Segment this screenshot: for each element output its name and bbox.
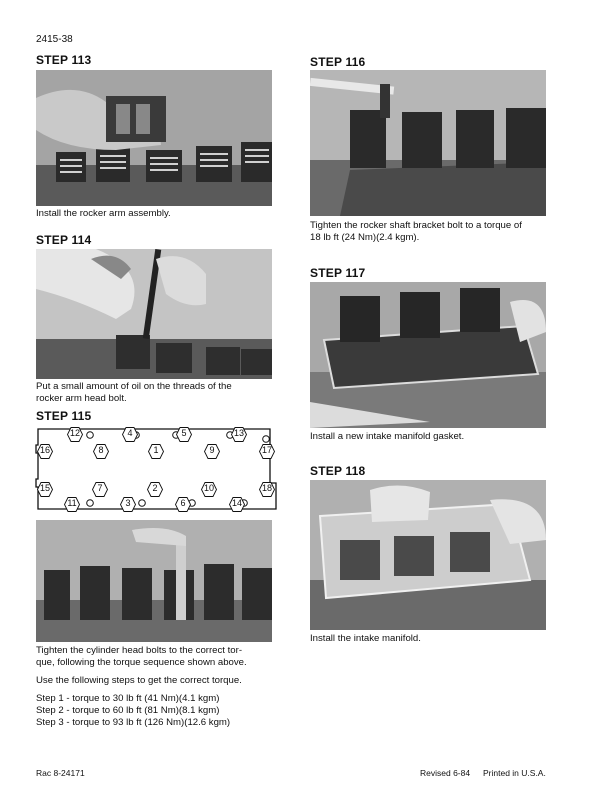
step-117-heading: STEP 117 — [310, 266, 366, 280]
bolt-2: 2 — [147, 482, 163, 497]
step-115-caption-line1: Tighten the cylinder head bolts to the correct tor- — [36, 645, 243, 656]
torque-step-2: Step 2 - torque to 60 lb ft (81 Nm)(8.1 kgm) — [36, 705, 220, 716]
bolt-11: 11 — [64, 497, 80, 512]
step-116-heading: STEP 116 — [310, 55, 366, 69]
step-116-caption-line2: 18 lb ft (24 Nm)(2.4 kgm). — [310, 232, 420, 243]
bolt-6: 6 — [175, 497, 191, 512]
step-113-heading: STEP 113 — [36, 53, 92, 67]
torque-step-1: Step 1 - torque to 30 lb ft (41 Nm)(4.1 kgm) — [36, 693, 220, 704]
step-113-photo — [36, 70, 272, 206]
bolt-4: 4 — [122, 427, 138, 442]
step-114-photo — [36, 249, 272, 379]
bolt-13: 13 — [231, 427, 247, 442]
step-117-caption: Install a new intake manifold gasket. — [310, 431, 465, 442]
bolt-16: 16 — [37, 444, 53, 459]
bolt-8: 8 — [93, 444, 109, 459]
bolt-7: 7 — [92, 482, 108, 497]
bolt-15: 15 — [37, 482, 53, 497]
bolt-1: 1 — [148, 444, 164, 459]
torque-step-3: Step 3 - torque to 93 lb ft (126 Nm)(12.6 kgm) — [36, 717, 231, 728]
bolt-9: 9 — [204, 444, 220, 459]
step-115-heading: STEP 115 — [36, 409, 92, 423]
bolt-3: 3 — [120, 497, 136, 512]
bolt-17: 17 — [259, 444, 275, 459]
step-118-photo — [310, 480, 546, 630]
step-116-caption-line1: Tighten the rocker shaft bracket bolt to a torque of — [310, 220, 522, 231]
step-118-caption: Install the intake manifold. — [310, 633, 421, 644]
step-114-caption-line1: Put a small amount of oil on the threads of the — [36, 381, 232, 392]
step-115-caption-line2: que, following the torque sequence shown above. — [36, 657, 247, 668]
step-114-heading: STEP 114 — [36, 233, 92, 247]
torque-steps-intro: Use the following steps to get the correct torque. — [36, 675, 242, 686]
bolt-18: 18 — [259, 482, 275, 497]
step-116-photo — [310, 70, 546, 216]
step-113-caption: Install the rocker arm assembly. — [36, 208, 171, 219]
footer-revised: Revised 6-84 — [420, 768, 471, 778]
bolt-14: 14 — [229, 497, 245, 512]
footer-reference: Rac 8-24171 — [36, 768, 85, 778]
footer-printed: Printed in U.S.A. — [483, 768, 546, 778]
step-117-photo — [310, 282, 546, 428]
torque-sequence-diagram — [34, 423, 278, 517]
step-115-photo — [36, 520, 272, 642]
step-118-heading: STEP 118 — [310, 464, 366, 478]
page-number: 2415-38 — [36, 34, 73, 45]
bolt-5: 5 — [176, 427, 192, 442]
bolt-12: 12 — [67, 427, 83, 442]
step-114-caption-line2: rocker arm head bolt. — [36, 393, 127, 404]
bolt-10: 10 — [201, 482, 217, 497]
